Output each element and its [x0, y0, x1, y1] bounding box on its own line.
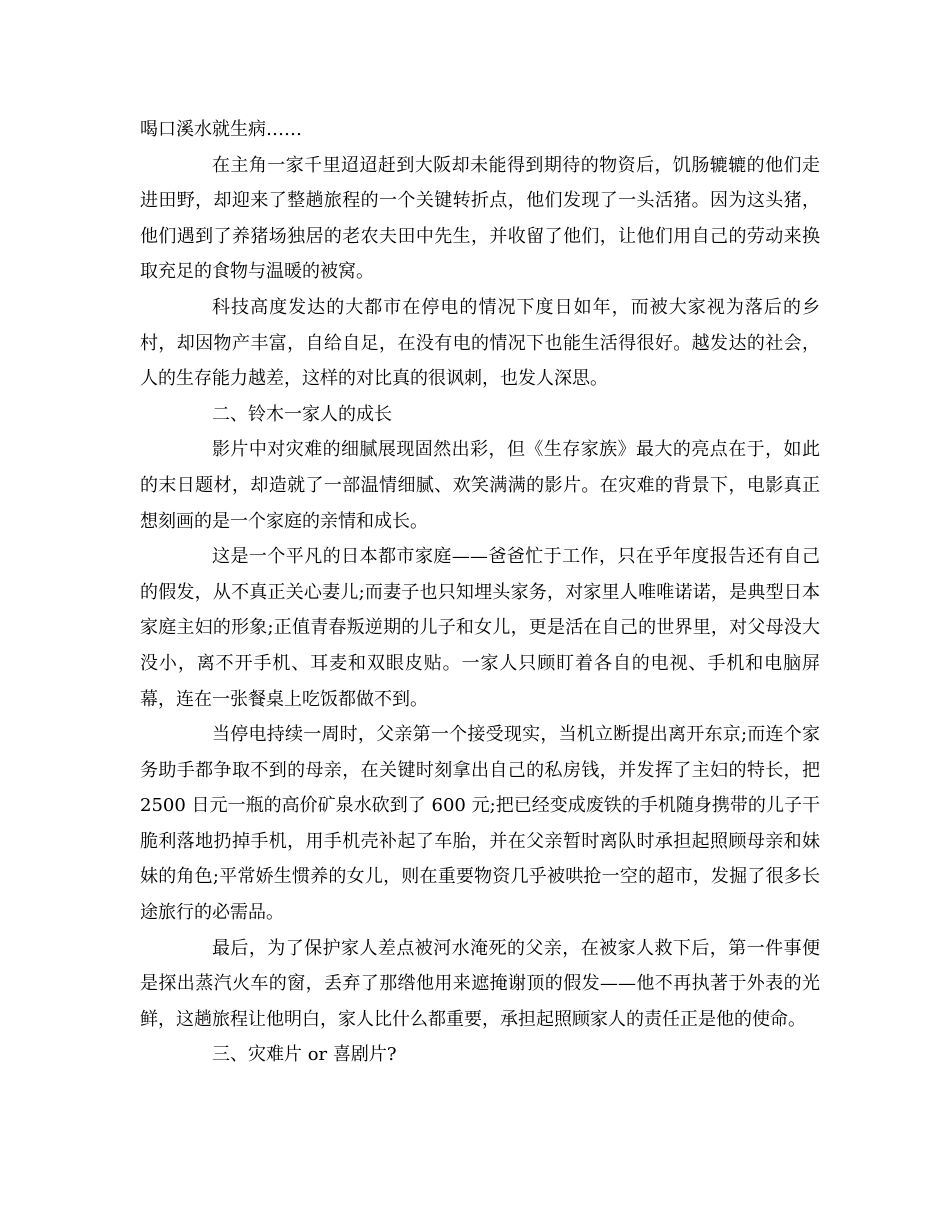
paragraph-highlight: 影片中对灾难的细腻展现固然出彩，但《生存家族》最大的亮点在于，如此的末日题材，却造就了一部温情细腻、欢笑满满的影片。在灾难的背景下，电影真正想刻画的是一个家庭的亲情和成长。: [140, 439, 820, 532]
paragraph-continuation: 喝口溪水就生病……: [140, 119, 302, 140]
document-body: [140, 112, 820, 1073]
paragraph-osaka-farm: 在主角一家千里迢迢赶到大阪却未能得到期待的物资后，饥肠辘辘的他们走进田野，却迎来了整趟旅程的一个关键转折点，他们发现了一头活猪。因为这头猪，他们遇到了养猪场独居的老农夫田中先生，并收留了他们，让他们用自己的劳动来换取充足的食物与温暖的被窝。: [140, 154, 820, 283]
paragraph-family-description: 这是一个平凡的日本都市家庭——爸爸忙于工作，只在乎年度报告还有自己的假发，从不真正关心妻儿;而妻子也只知埋头家务，对家里人唯唯诺诺，是典型日本家庭主妇的形象;正值青春叛逆期的儿子和女儿，更是活在自己的世界里，对父母没大没小，离不开手机、耳麦和双眼皮贴。一家人只顾盯着各自的电视、手机和电脑屏幕，连在一张餐桌上吃饭都做不到。: [140, 546, 820, 710]
paragraph-power-outage: 当停电持续一周时，父亲第一个接受现实，当机立断提出离开东京;而连个家务助手都争取不到的母亲，在关键时刻拿出自己的私房钱，并发挥了主妇的特长，把 2500 日元一瓶的高价矿泉水砍到了 600 元;把已经变成废铁的手机随身携带的儿子干脆利落地扔掉手机，用手机壳补起了车胎，并在父亲暂时离队时承担起照顾母亲和妹妹的角色;平常娇生惯养的女儿，则在重要物资几乎被哄抢一空的超市，发掘了很多长途旅行的必需品。: [140, 724, 820, 924]
section-heading-growth: 二、铃木一家人的成长: [212, 403, 392, 425]
paragraph-city-vs-village: 科技高度发达的大都市在停电的情况下度日如年，而被大家视为落后的乡村，却因物产丰富，自给自足，在没有电的情况下也能生活得很好。越发达的社会，人的生存能力越差，这样的对比真的很讽刺，也发人深思。: [140, 296, 820, 390]
paragraph-father-wig: 最后，为了保护家人差点被河水淹死的父亲，在被家人救下后，第一件事便是探出蒸汽火车的窗，丢弃了那绺他用来遮掩谢顶的假发——他不再执著于外表的光鲜，这趟旅程让他明白，家人比什么都重要，承担起照顾家人的责任正是他的使命。: [140, 937, 820, 1030]
section-heading-genre: 三、灾难片 or 喜剧片?: [212, 1044, 397, 1066]
